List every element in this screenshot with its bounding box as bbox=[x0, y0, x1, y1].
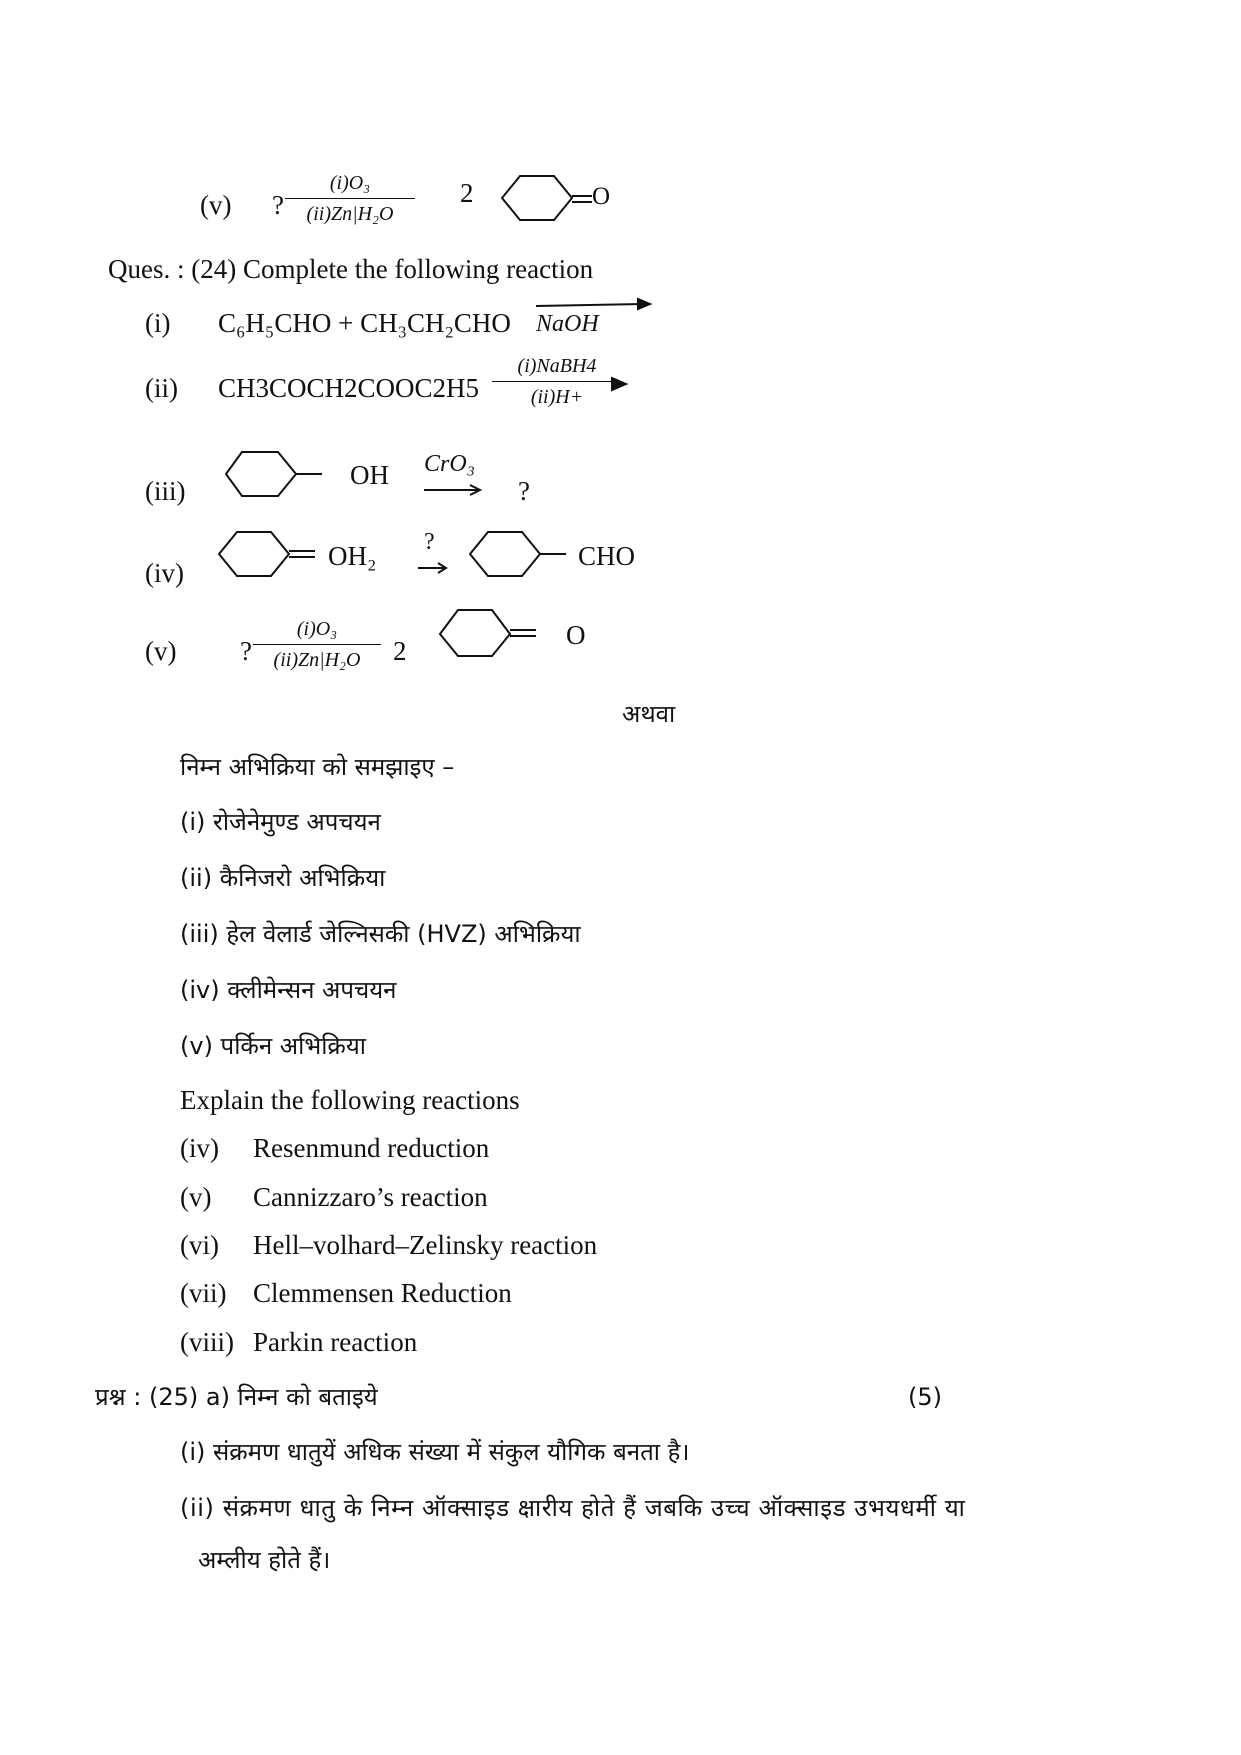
hindi-item: (iii) हेल वेलार्ड जेल्निसकी (HVZ) अभिक्रिया bbox=[180, 920, 581, 948]
q25-header: प्रश्न : (25) a) निम्न को बताइये bbox=[95, 1383, 378, 1411]
english-item-text: Resenmund reduction bbox=[253, 1133, 490, 1163]
q24-r4-product-ring bbox=[466, 528, 576, 584]
english-item-number: (v) bbox=[180, 1182, 212, 1212]
q24-r4-label: (iv) bbox=[145, 558, 184, 588]
top-question-mark: ? bbox=[272, 190, 284, 220]
q24-r2-reagent-fraction bbox=[492, 355, 622, 409]
q24-r3-reagent: CrO₃ bbox=[424, 451, 476, 477]
q24-r5-step2: (ii)Zn|H₂O bbox=[273, 649, 361, 671]
top-reagent-step2: (ii)Zn|H₂O bbox=[306, 203, 394, 225]
top-product-oxygen: O bbox=[592, 183, 611, 210]
english-item-text: Parkin reaction bbox=[253, 1327, 418, 1357]
q24-r4-cyclohexane-ring bbox=[215, 528, 325, 584]
q24-r5-oxygen: O bbox=[566, 620, 586, 650]
q25-part-ii-line2: अम्लीय होते हैं। bbox=[198, 1546, 331, 1574]
english-item-number: (vii) bbox=[180, 1278, 227, 1308]
q24-r3-hydroxyl: OH bbox=[350, 460, 389, 490]
q24-r2-reagent-top: (i)NaBH4 bbox=[517, 355, 597, 377]
q24-r1-arrow bbox=[534, 298, 654, 312]
q24-r3-product: ? bbox=[518, 476, 530, 506]
q24-r4-product-group: CHO bbox=[578, 541, 636, 571]
top-coefficient: 2 bbox=[460, 178, 474, 208]
q24-r1-label: (i) bbox=[145, 308, 171, 338]
english-item-number: (vi) bbox=[180, 1230, 219, 1260]
q24-r2-reagent-bottom: (ii)H+ bbox=[530, 386, 584, 408]
hindi-explain-title: निम्न अभिक्रिया को समझाइए – bbox=[180, 753, 455, 781]
english-item-text: Clemmensen Reduction bbox=[253, 1278, 512, 1308]
english-item-text: Hell–volhard–Zelinsky reaction bbox=[253, 1230, 598, 1260]
q24-r2-label: (ii) bbox=[145, 373, 178, 403]
top-cyclohexane-ring bbox=[488, 172, 598, 232]
q24-r2-formula: CH3COCH2COOC2H5 bbox=[218, 373, 480, 403]
hindi-item: (v) पर्किन अभिक्रिया bbox=[180, 1032, 366, 1060]
top-reagent-arrow bbox=[285, 198, 415, 199]
hindi-item: (i) रोजेनेमुण्ड अपचयन bbox=[180, 808, 381, 836]
athva-divider: अथवा bbox=[622, 700, 676, 728]
english-item-number: (viii) bbox=[180, 1327, 234, 1357]
q24-r5-step1: (i)O₃ bbox=[296, 618, 338, 640]
hindi-item: (iv) क्लीमेन्सन अपचयन bbox=[180, 976, 397, 1004]
q24-r5-label: (v) bbox=[145, 636, 177, 666]
english-item-text: Cannizzaro’s reaction bbox=[253, 1182, 488, 1212]
q25-part-i: (i) संक्रमण धातुयें अधिक संख्या में संकुल यौगिक बनता है। bbox=[180, 1438, 690, 1466]
q25-marks: (5) bbox=[908, 1383, 942, 1411]
english-explain-title: Explain the following reactions bbox=[180, 1085, 520, 1115]
q24-r5-cyclohexane-ring bbox=[436, 606, 546, 664]
q24-r2-arrow-line bbox=[492, 381, 622, 382]
q24-r1-formula: C₆H₅CHO + CH₃CH₂CHO bbox=[218, 308, 511, 338]
q24-r5-reagent-fraction bbox=[253, 618, 381, 672]
top-item-label: (v) bbox=[200, 190, 232, 220]
q24-r5-question-mark: ? bbox=[240, 636, 252, 666]
q24-r2-arrowhead bbox=[608, 377, 628, 391]
q24-r3-arrow bbox=[422, 482, 484, 498]
q24-r4-arrow bbox=[416, 560, 450, 576]
english-item-number: (iv) bbox=[180, 1133, 219, 1163]
top-reagent-step1: (i)O₃ bbox=[329, 172, 371, 194]
q24-r4-group: OH₂ bbox=[328, 541, 377, 571]
q24-r4-reagent: ? bbox=[424, 529, 435, 555]
q25-part-ii-line1: (ii) संक्रमण धातु के निम्न ऑक्साइड क्षारीय होते हैं जबकि उच्च ऑक्साइड उभयधर्मी या bbox=[180, 1494, 966, 1522]
q24-header: Ques. : (24) Complete the following reaction bbox=[108, 254, 594, 284]
top-reagent-fraction bbox=[285, 172, 415, 226]
q24-r5-arrow-line bbox=[253, 644, 381, 645]
q24-r3-label: (iii) bbox=[145, 476, 186, 506]
q24-r1-reagent: NaOH bbox=[536, 311, 599, 337]
q24-r3-cyclohexane-ring bbox=[222, 448, 334, 504]
hindi-item: (ii) कैनिजरो अभिक्रिया bbox=[180, 864, 386, 892]
q24-r5-coefficient: 2 bbox=[393, 636, 407, 666]
